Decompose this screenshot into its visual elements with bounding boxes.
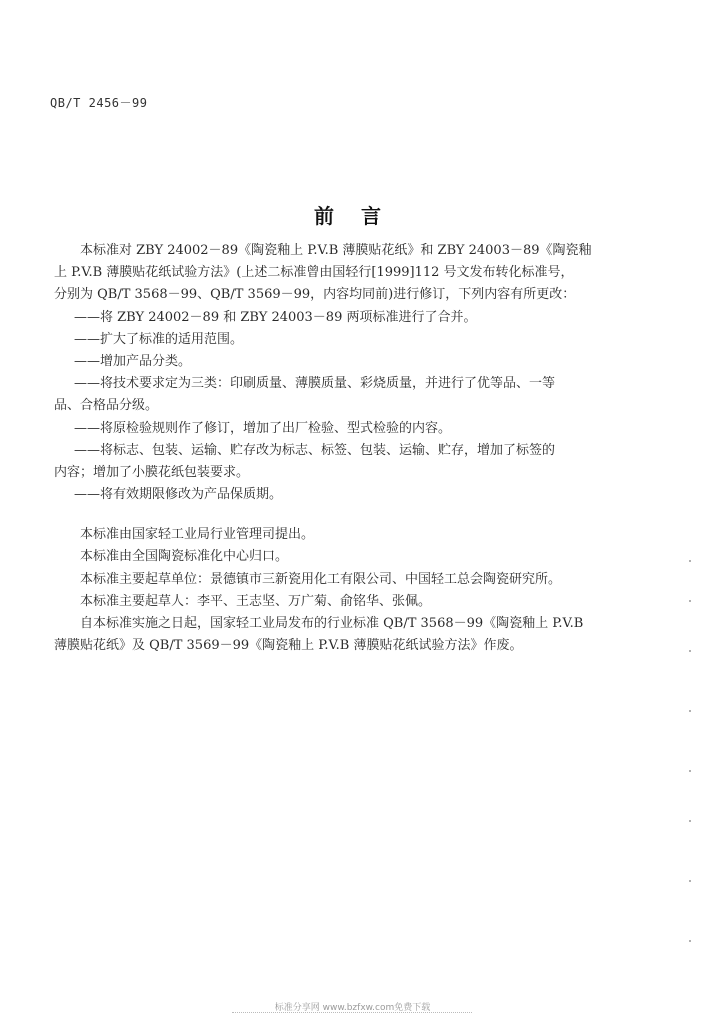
footer-divider [232,1012,472,1013]
paragraph-line: 上 P.V.B 薄膜贴花纸试验方法》(上述二标准曾由国轻行[1999]112 号文发布转化标准号， [54,265,574,281]
drafters: 本标准主要起草人：李平、王志坚、万广菊、俞铭华、张佩。 [80,593,432,609]
drafting-units: 本标准主要起草单位：景德镇市三新瓷用化工有限公司、中国轻工总会陶瓷研究所。 [80,571,562,587]
change-item: ——扩大了标准的适用范围。 [74,331,244,347]
proposer-statement: 本标准由国家轻工业局行业管理司提出。 [80,527,315,543]
change-item: ——将有效期限修改为产品保质期。 [74,487,283,503]
scan-edge-marks [689,560,695,980]
change-item: ——将 ZBY 24002－89 和 ZBY 24003－89 两项标准进行了合并。 [74,309,477,325]
change-item-continued: 内容；增加了小膜花纸包装要求。 [54,464,250,480]
change-item-continued: 品、合格品分级。 [54,398,159,414]
standard-code: QB/T 2456－99 [50,96,148,110]
abolition-statement-continued: 薄膜贴花纸》及 QB/T 3569－99《陶瓷釉上 P.V.B 薄膜贴花纸试验方法》作废。 [54,638,523,654]
paragraph-line: 本标准对 ZBY 24002－89《陶瓷釉上 P.V.B 薄膜贴花纸》和 ZBY 24003－89《陶瓷釉 [80,243,592,258]
change-item: ——增加产品分类。 [74,353,192,369]
document-body [54,240,610,657]
footer-watermark: 标准分享网 www.bzfxw.com免费下载 [274,1003,431,1013]
centralized-statement: 本标准由全国陶瓷标准化中心归口。 [80,549,289,565]
abolition-statement: 自本标准实施之日起，国家轻工业局发布的行业标准 QB/T 3568－99《陶瓷釉上 P.V.B [80,616,584,631]
page-title: 前 言 [314,204,391,228]
paragraph-gap [54,506,610,524]
paragraph-line: 分别为 QB/T 3568－99、QB/T 3569－99，内容均同前)进行修订，下列内容有所更改： [54,287,576,303]
change-item: ——将原检验规则作了修订，增加了出厂检验、型式检验的内容。 [74,420,452,436]
change-item: ——将标志、包装、运输、贮存改为标志、标签、包装、运输、贮存，增加了标签的 [74,442,556,458]
change-item: ——将技术要求定为三类：印刷质量、薄膜质量、彩烧质量，并进行了优等品、一等 [74,376,556,392]
